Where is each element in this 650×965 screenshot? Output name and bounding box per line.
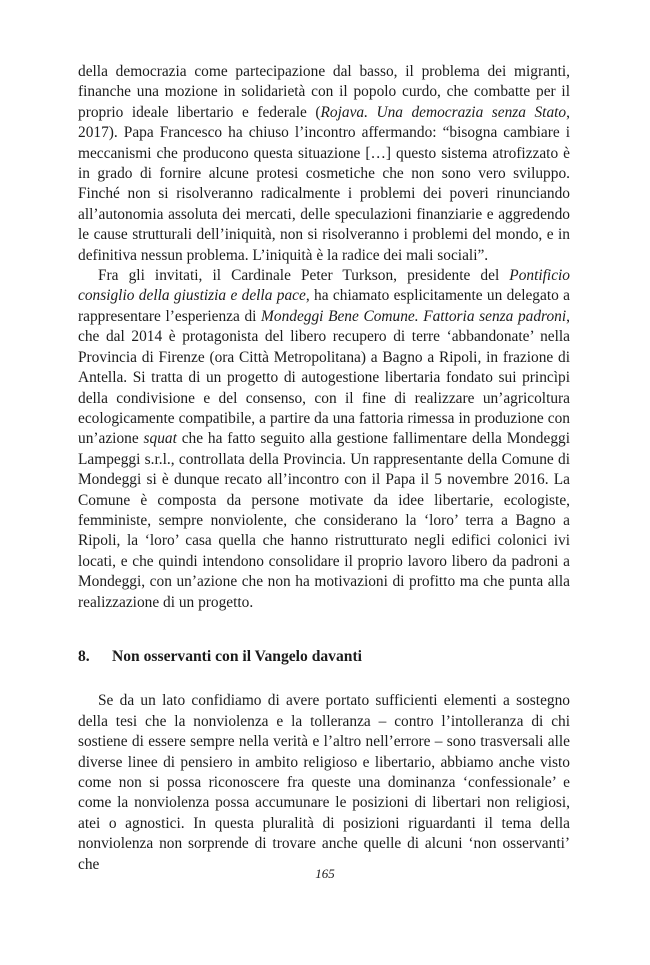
section-title: Non osservanti con il Vangelo davanti <box>112 647 362 665</box>
text-run: Fra gli invitati, il Cardinale Peter Turkson, presidente del <box>98 267 510 285</box>
page-number: 165 <box>315 866 335 881</box>
paragraph-section-8 <box>78 691 570 875</box>
section-number: 8. <box>78 647 90 665</box>
squat-italic: squat <box>143 430 177 448</box>
text-run: della democrazia come partecipazione dal basso, il problema dei migranti, finanche una mozione in solidarietà con il popolo curdo, che combatte per il proprio ideale libertario e federale ( <box>78 63 570 121</box>
project-name-italic: Mondeggi Bene Comune. Fattoria senza padroni <box>261 307 567 325</box>
text-run: che ha fatto seguito alla gestione fallimentare della Mondeggi Lampeggi s.r.l., controllata della Provincia. Un rappresentante della Comune di Mondeggi si è dunque recato all’incontro con il Papa il 5 novembre 2016. La Comune è composta da persone motivate da idee libertarie, ecologiste, femministe, sempre nonviolente, che considerano la ‘loro’ terra a Bagno a Ripoli, la ‘loro’ casa quella che hanno ristrutturato negli edifici colonici ivi locati, e che quindi intendono consolidare il proprio lavoro libero da padroni a Mondeggi, con un’azione che non ha motivazioni di profitto ma che punta alla realizzazione di un progetto. <box>78 430 570 611</box>
text-run: , 2017). Papa Francesco ha chiuso l’incontro affermando: “bisogna cambiare i meccanismi che producono questa situazione […] questo sistema atrofizzato è in grado di fornire alcune protesi cosmetiche che non sono vero sviluppo. Finché non si risolveranno radicalmente i problemi dei poveri rinunciando all’autonomia assoluta dei mercati, delle speculazioni finanziarie e aggredendo le cause strutturali dell’iniquità, non si risolveranno i problemi del mondo, e in definitiva nessun problema. L’iniquità è la radice dei mali sociali”. <box>78 103 570 264</box>
text-run: , che dal 2014 è protagonista del libero recupero di terre ‘abbandonate’ nella Provincia di Firenze (ora Città Metropolitana) a Bagno a Ripoli, in frazione di Antella. Si tratta di un progetto di autogestione libertaria fondato sui princìpi della condivisione e del consenso, con il fine di realizzare un’agricoltura ecologicamente compatibile, a partire da una fattoria rimessa in produzione con un’azione <box>78 307 570 448</box>
page-body <box>78 62 570 875</box>
book-title-italic: Rojava. Una democrazia senza Stato <box>320 103 567 121</box>
section-heading <box>78 647 570 667</box>
paragraph-mondeggi <box>78 266 570 613</box>
text-run: , ha chiamato esplicitamente un delegato a rappresentare l’esperienza di <box>78 287 570 325</box>
paragraph-continuation <box>78 62 570 266</box>
council-name-italic: Pontificio consiglio della giustizia e della pace <box>78 267 570 305</box>
text-run: Se da un lato confidiamo di avere portato sufficienti elementi a sostegno della tesi che la nonviolenza e la tolleranza – contro l’intolleranza di chi sostiene di essere sempre nella verità e l’altro nell’errore – sono trasversali alle diverse linee di pensiero in ambito religioso e libertario, abbiamo anche visto come non si possa riconoscere fra queste una dominanza ‘confessionale’ e come la nonviolenza possa accumunare le posizioni di libertari non religiosi, atei o agnostici. In questa pluralità di posizioni riguardanti il tema della nonviolenza non sorprende di trovare anche quelle di alcuni ‘non osservanti’ che <box>78 692 570 873</box>
